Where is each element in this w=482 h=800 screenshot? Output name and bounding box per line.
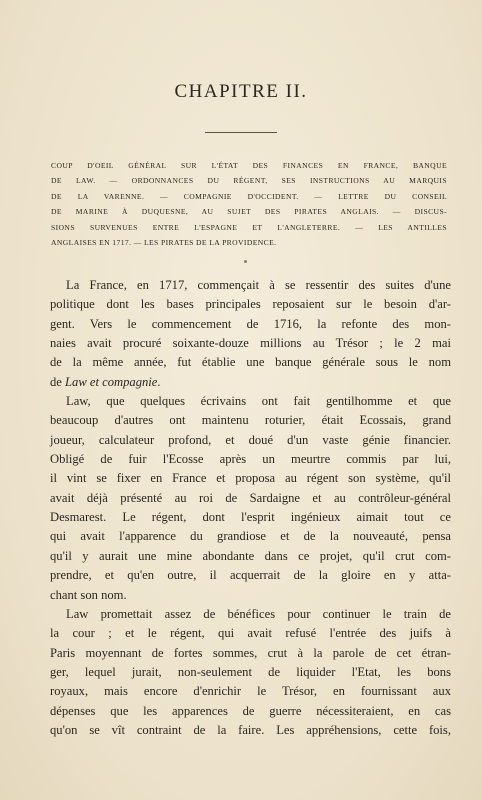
text-line: naies avait procuré soixante-douze millions au Trésor ; le 2 mai [50, 336, 451, 351]
text-line: beaucoup d'autres ont maintenu roturier, était Ecossais, grand [50, 413, 451, 428]
chapter-title: CHAPITRE II. [174, 81, 308, 102]
text-line: gent. Vers le commencement de 1716, la refonte des mon- [50, 316, 451, 331]
summary-line: DE MARINE À DUQUESNE, AU SUJET DES PIRATES ANGLAIS. — DISCUS- [51, 207, 447, 217]
text-line: Paris moyennant de fortes sommes, crut à la parole de cet étran- [50, 645, 451, 660]
text-line: chant son nom. [50, 587, 127, 602]
text-line: prendre, et qu'en outre, il acquerrait de la gloire en y atta- [50, 568, 451, 583]
text-line: Law, que quelques écrivains ont fait gentilhomme et que [66, 394, 451, 409]
summary-line: DE LA VARENNE. — COMPAGNIE D'OCCIDENT. — LETTRE DU CONSEIL [51, 191, 447, 201]
firm-name: Law et compagnie [65, 374, 158, 389]
text-line: La France, en 1717, commençait à se ressentir des suites d'une [66, 278, 451, 292]
body-text [50, 276, 451, 740]
text-line: Law promettait assez de bénéfices pour continuer le train de [66, 606, 451, 621]
text-line: dépenses que les apparences de guerre nécessiteraient, en cas [50, 703, 451, 718]
text-line: qu'il y aurait une mine abondante dans ce projet, qu'il crut com- [50, 548, 451, 563]
summary-line: DE LAW. — ORDONNANCES DU RÉGENT, SES INSTRUCTIONS AU MARQUIS [51, 176, 447, 186]
text-line: joueur, calculateur profond, et doué d'un vaste génie financier. [50, 432, 451, 447]
text-line: Obligé de fuir l'Ecosse après un meurtre commis par lui, [50, 452, 451, 467]
title-rule [205, 132, 277, 133]
paragraph-2 [50, 392, 451, 605]
text-line: ger, lequel jurait, non-seulement de liquider l'Etat, les bons [50, 664, 451, 679]
ornament-dot [244, 260, 247, 263]
paragraph-1 [50, 276, 451, 392]
summary-line: COUP D'OEIL GÉNÉRAL SUR L'ÉTAT DES FINANCES EN FRANCE, BANQUE [51, 161, 447, 170]
text-fragment: . [157, 374, 161, 389]
summary-line: SIONS SURVENUES ENTRE L'ESPAGNE ET L'ANGLETERRE. — LES ANTILLES [51, 222, 447, 232]
chapter-summary [51, 158, 447, 250]
text-line: politique dont les bases principales reposaient sur le besoin d'ar- [50, 297, 451, 312]
text-line: Desmarest. Le régent, dont l'esprit ingénieux aimait tout ce [50, 510, 451, 525]
text-line: qu'on se vît contraint de la faire. Les appréhensions, cette fois, [50, 722, 451, 737]
text-line [50, 373, 451, 392]
text-line: de la même année, fut établie une banque générale sous le nom [50, 355, 451, 370]
text-line: qui avait l'apparence du grandiose et de la nouveauté, pensa [50, 529, 451, 544]
text-line: royaux, mais encore d'enrichir le Trésor, en fournissant aux [50, 684, 451, 699]
summary-line: ANGLAISES EN 1717. — LES PIRATES DE LA PROVIDENCE. [51, 238, 277, 248]
text-fragment: de [50, 374, 66, 389]
text-line: la cour ; et le régent, qui avait refusé l'entrée des juifs à [50, 626, 451, 641]
text-line: il vint se fixer en France et proposa au régent son système, qu'il [50, 471, 451, 486]
text-line: avait déjà présenté au roi de Sardaigne et au contrôleur-général [50, 490, 451, 505]
paragraph-3 [50, 605, 451, 740]
